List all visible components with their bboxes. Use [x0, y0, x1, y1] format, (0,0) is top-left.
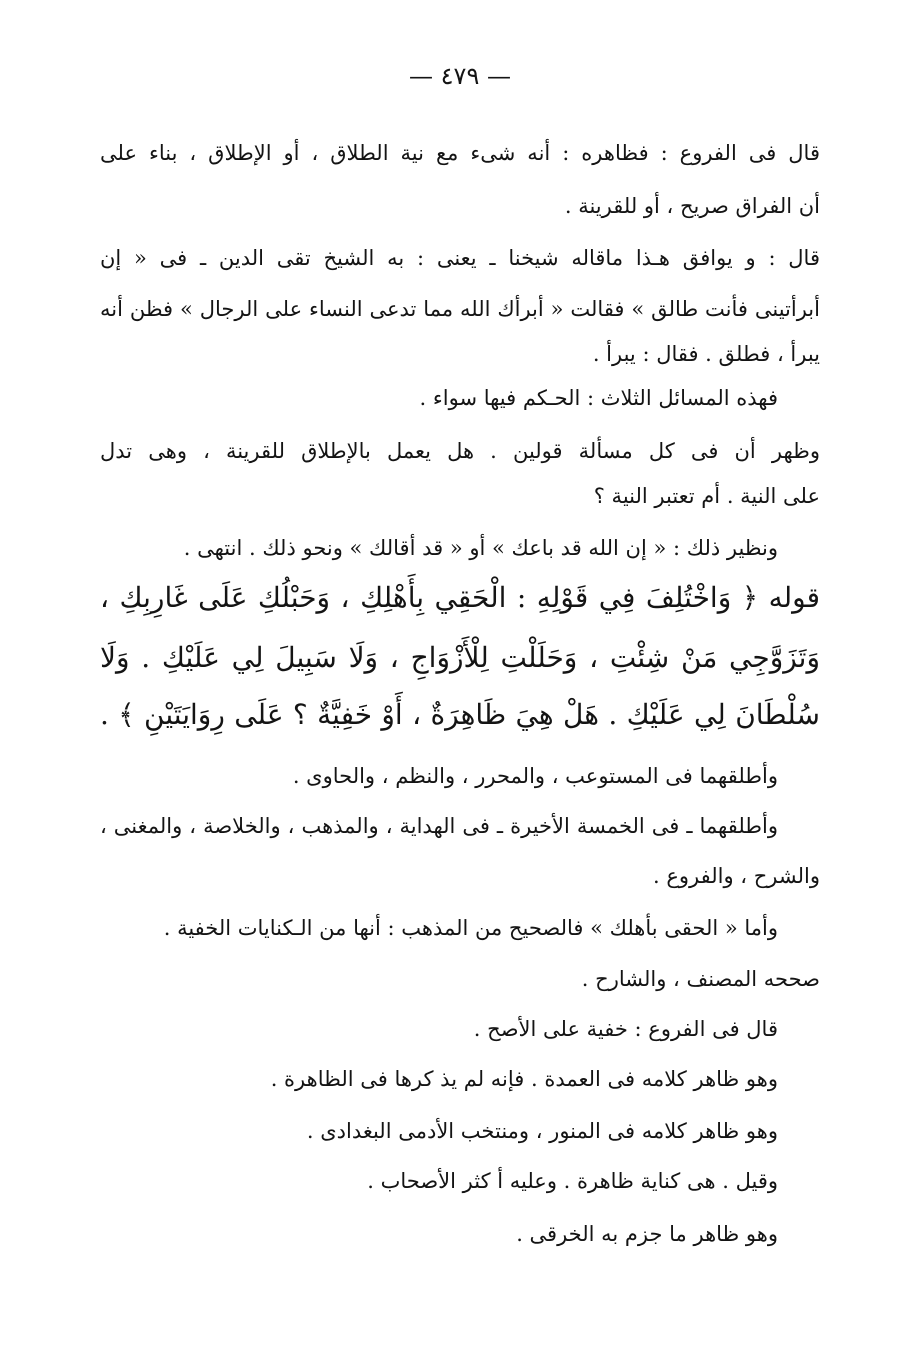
- text-line: فهذه المسائل الثلاث : الحـكم فيها سواء .: [419, 386, 778, 410]
- text-line: أن الفراق صريح ، أو للقرينة .: [564, 194, 820, 218]
- matn-line: سُلْطَانَ لِي عَلَيْكِ . هَلْ هِيَ ظَاهِرَةٌ ، أَوْ خَفِيَّةٌ ؟ عَلَى رِوَايَتَيْنِ ﴾ .: [100, 698, 820, 731]
- text-line: وهو ظاهر كلامه فى العمدة . فإنه لم يذ كرها فى الظاهرة .: [270, 1067, 778, 1091]
- page-number: — ٤٧٩ —: [409, 62, 511, 90]
- text-line: ونظير ذلك : « إن الله قد باعك » أو « قد أقالك » ونحو ذلك . انتهى .: [183, 536, 778, 560]
- text-line: وأما « الحقى بأهلك » فالصحيح من المذهب : أنها من الـكنايات الخفية .: [163, 916, 778, 940]
- text-line: والشرح ، والفروع .: [653, 864, 820, 888]
- matn-line: وَتَزَوَّجِي مَنْ شِئْتِ ، وَحَلَلْتِ لِلْأَزْوَاجِ ، وَلَا سَبِيلَ لِي عَلَيْكِ . وَلَا: [100, 641, 820, 674]
- text-line: يبرأ ، فطلق . فقال : يبرأ .: [592, 342, 820, 366]
- text-line: وأطلقهما ـ فى الخمسة الأخيرة ـ فى الهداية ، والمذهب ، والخلاصة ، والمغنى ،: [100, 814, 778, 838]
- text-line: وهو ظاهر كلامه فى المنور ، ومنتخب الأدمى البغدادى .: [306, 1119, 778, 1143]
- text-line: قال فى الفروع : فظاهره : أنه شىء مع نية الطلاق ، أو الإطلاق ، بناء على: [100, 141, 820, 165]
- text-line: وهو ظاهر ما جزم به الخرقى .: [516, 1222, 778, 1246]
- text-line: قال : و يوافق هـذا ماقاله شيخنا ـ يعنى : به الشيخ تقى الدين ـ فى « إن: [100, 246, 820, 270]
- text-line: وظهر أن فى كل مسألة قولين . هل يعمل بالإطلاق للقرينة ، وهى تدل: [100, 439, 820, 463]
- text-line: أبرأتينى فأنت طالق » فقالت « أبرأك الله مما تدعى النساء على الرجال » فظن أنه: [100, 297, 820, 321]
- text-line: وقيل . هى كناية ظاهرة . وعليه أ كثر الأصحاب .: [367, 1169, 778, 1193]
- matn-line: قوله ﴿ وَاخْتُلِفَ فِي قَوْلِهِ : الْحَقِي بِأَهْلِكِ ، وَحَبْلُكِ عَلَى غَارِبِكِ ،: [100, 581, 820, 614]
- text-line: على النية . أم تعتبر النية ؟: [593, 484, 820, 508]
- text-line: وأطلقهما فى المستوعب ، والمحرر ، والنظم ، والحاوى .: [292, 764, 778, 788]
- text-line: قال فى الفروع : خفية على الأصح .: [473, 1017, 778, 1041]
- text-line: صححه المصنف ، والشارح .: [581, 967, 820, 991]
